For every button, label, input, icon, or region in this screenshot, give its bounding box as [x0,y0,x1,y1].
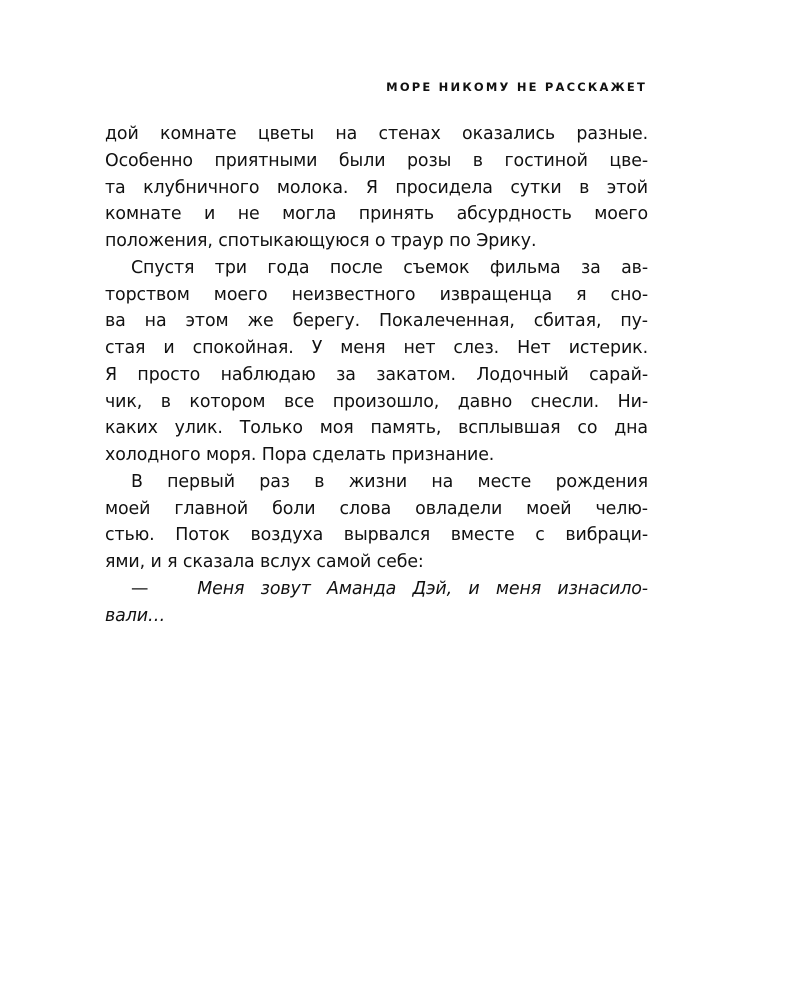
page-body-text [105,121,648,629]
text-line: положения, спотыкающуюся о траур по Эрику. [105,231,537,251]
text-line: каких улик. Только моя память, всплывшая со дна [105,418,648,439]
text-line: та клубничного молока. Я просидела сутки в этой [105,177,648,198]
dialogue-line-end: вали… [105,605,166,626]
text-line: моей главной боли слова овладели моей челю- [105,498,648,519]
running-header-title: МОРЕ НИКОМУ НЕ РАССКАЖЕТ [386,80,647,94]
text-line: комнате и не могла принять абсурдность моего [105,204,648,225]
text-line: В первый раз в жизни на месте рождения [131,471,648,492]
text-line: Я просто наблюдаю за закатом. Лодочный сарай- [105,364,648,385]
text-line: ями, и я сказала вслух самой себе: [105,552,424,572]
text-line: стая и спокойная. У меня нет слез. Нет истерик. [105,338,648,358]
text-line: стью. Поток воздуха вырвался вместе с вибраци- [105,525,648,546]
dialogue-text: Меня зовут Аманда Дэй, и меня изнасило- [197,578,648,599]
em-dash: — [131,578,149,599]
text-line: чик, в котором все произошло, давно снесли. Ни- [105,391,648,412]
dialogue-line [105,576,648,603]
text-line: Спустя три года после съемок фильма за ав- [131,257,648,278]
text-line: ва на этом же берегу. Покалеченная, сбитая, пу- [105,311,648,332]
text-line: Особенно приятными были розы в гостиной цве- [105,150,648,171]
text-line: торством моего неизвестного извращенца я сно- [105,284,648,305]
text-line: дой комнате цветы на стенах оказались разные. [105,124,648,144]
text-line: холодного моря. Пора сделать признание. [105,445,495,465]
